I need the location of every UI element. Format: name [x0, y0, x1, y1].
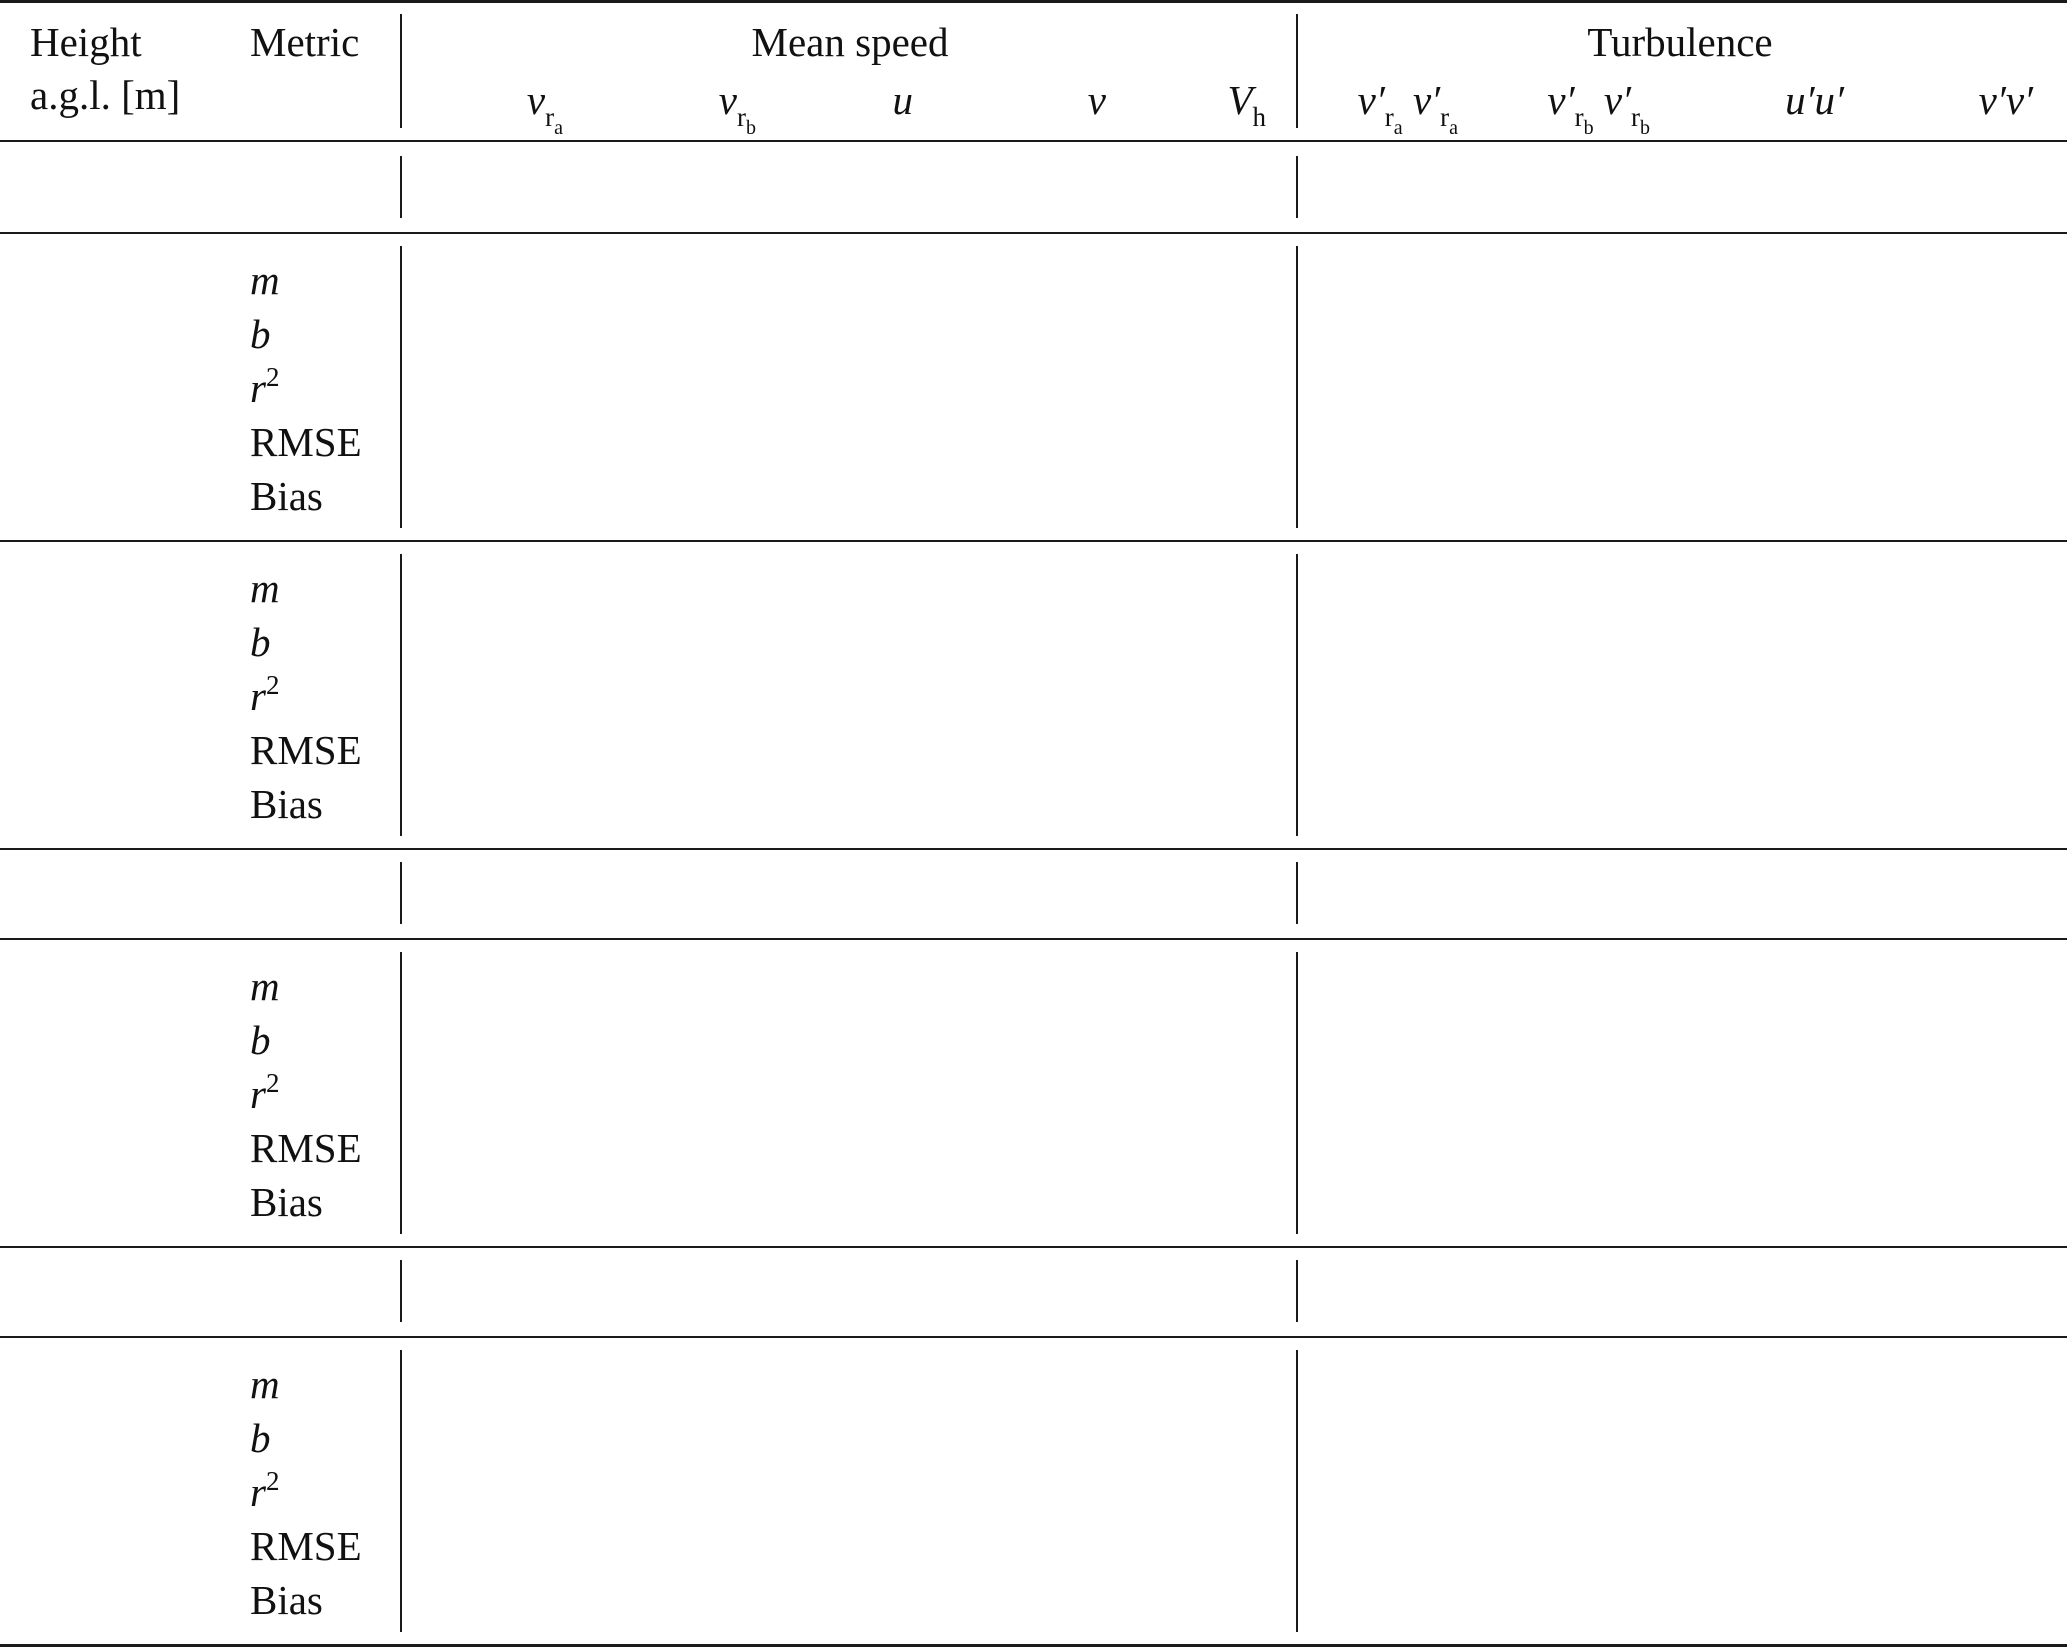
metric-label-exponent: 2	[265, 1068, 280, 1098]
metric-label: b	[250, 1415, 271, 1461]
col-header-vh	[1140, 77, 1266, 132]
col-header-vv: v′v′	[1978, 77, 2033, 123]
metric-label-exponent: 2	[265, 1466, 280, 1496]
header-group-turbulence: Turbulence	[1587, 19, 1773, 65]
col-header-uu: u′u′	[1785, 77, 1844, 123]
section-divider-left	[400, 862, 402, 924]
header-metric: Metric	[250, 19, 360, 65]
top-rule	[0, 0, 2067, 3]
metric-label: b	[250, 311, 271, 357]
metric-label: RMSE	[250, 419, 362, 465]
metric-label	[250, 1068, 280, 1117]
col-header-vh-sub: h	[1252, 102, 1266, 132]
metric-label-exponent: 2	[265, 362, 280, 392]
block-divider-left	[400, 1350, 402, 1632]
section-rule	[0, 938, 2067, 940]
col-header-vh-main: V	[1227, 77, 1253, 123]
metric-label: Bias	[250, 473, 323, 519]
col-header-vra-flux: $v'_{r_a}$ $v'_{r_a}$	[1357, 77, 1458, 139]
metric-label-base: r	[250, 1469, 266, 1515]
metric-label	[250, 1466, 280, 1515]
metric-label: m	[250, 565, 280, 611]
block-divider-right	[1296, 246, 1298, 528]
section-rule	[0, 1336, 2067, 1338]
col-header-vrb-flux: $v'_{r_b}$ $v'_{r_b}$	[1547, 77, 1650, 139]
header-rule	[0, 140, 2067, 142]
metric-label: Bias	[250, 1179, 323, 1225]
metric-label: RMSE	[250, 1125, 362, 1171]
metric-label-base: r	[250, 365, 266, 411]
header-divider-left	[400, 14, 402, 128]
section-divider-right	[1296, 156, 1298, 218]
header-group-mean-speed: Mean speed	[751, 19, 949, 65]
section-divider-left	[400, 156, 402, 218]
metric-label	[250, 670, 280, 719]
block-divider-left	[400, 952, 402, 1234]
block-rule	[0, 1246, 2067, 1248]
metric-label: m	[250, 257, 280, 303]
header-height-line2: a.g.l. [m]	[30, 72, 181, 118]
block-divider-right	[1296, 952, 1298, 1234]
section-rule	[0, 232, 2067, 234]
block-divider-left	[400, 246, 402, 528]
col-header-vra: $v_{r_a}$	[526, 77, 563, 139]
block-divider-right	[1296, 1350, 1298, 1632]
metric-label	[250, 362, 280, 411]
col-header-vrb: $v_{r_b}$	[718, 77, 756, 139]
col-header-v: v	[1087, 77, 1106, 123]
metric-label: RMSE	[250, 727, 362, 773]
block-divider-left	[400, 554, 402, 836]
section-divider-left	[400, 1260, 402, 1322]
section-divider-right	[1296, 1260, 1298, 1322]
block-rule	[0, 848, 2067, 850]
header-height-line1: Height	[30, 19, 142, 65]
metric-label-exponent: 2	[265, 670, 280, 700]
metric-label: m	[250, 963, 280, 1009]
col-header-u: u	[892, 77, 913, 123]
metric-label: m	[250, 1361, 280, 1407]
metric-label-base: r	[250, 673, 266, 719]
block-rule	[0, 540, 2067, 542]
metric-label: b	[250, 1017, 271, 1063]
metric-label: b	[250, 619, 271, 665]
metric-label: Bias	[250, 781, 323, 827]
block-divider-right	[1296, 554, 1298, 836]
metric-label-base: r	[250, 1071, 266, 1117]
section-divider-right	[1296, 862, 1298, 924]
metric-label: RMSE	[250, 1523, 362, 1569]
header-divider-right	[1296, 14, 1298, 128]
metric-label: Bias	[250, 1577, 323, 1623]
